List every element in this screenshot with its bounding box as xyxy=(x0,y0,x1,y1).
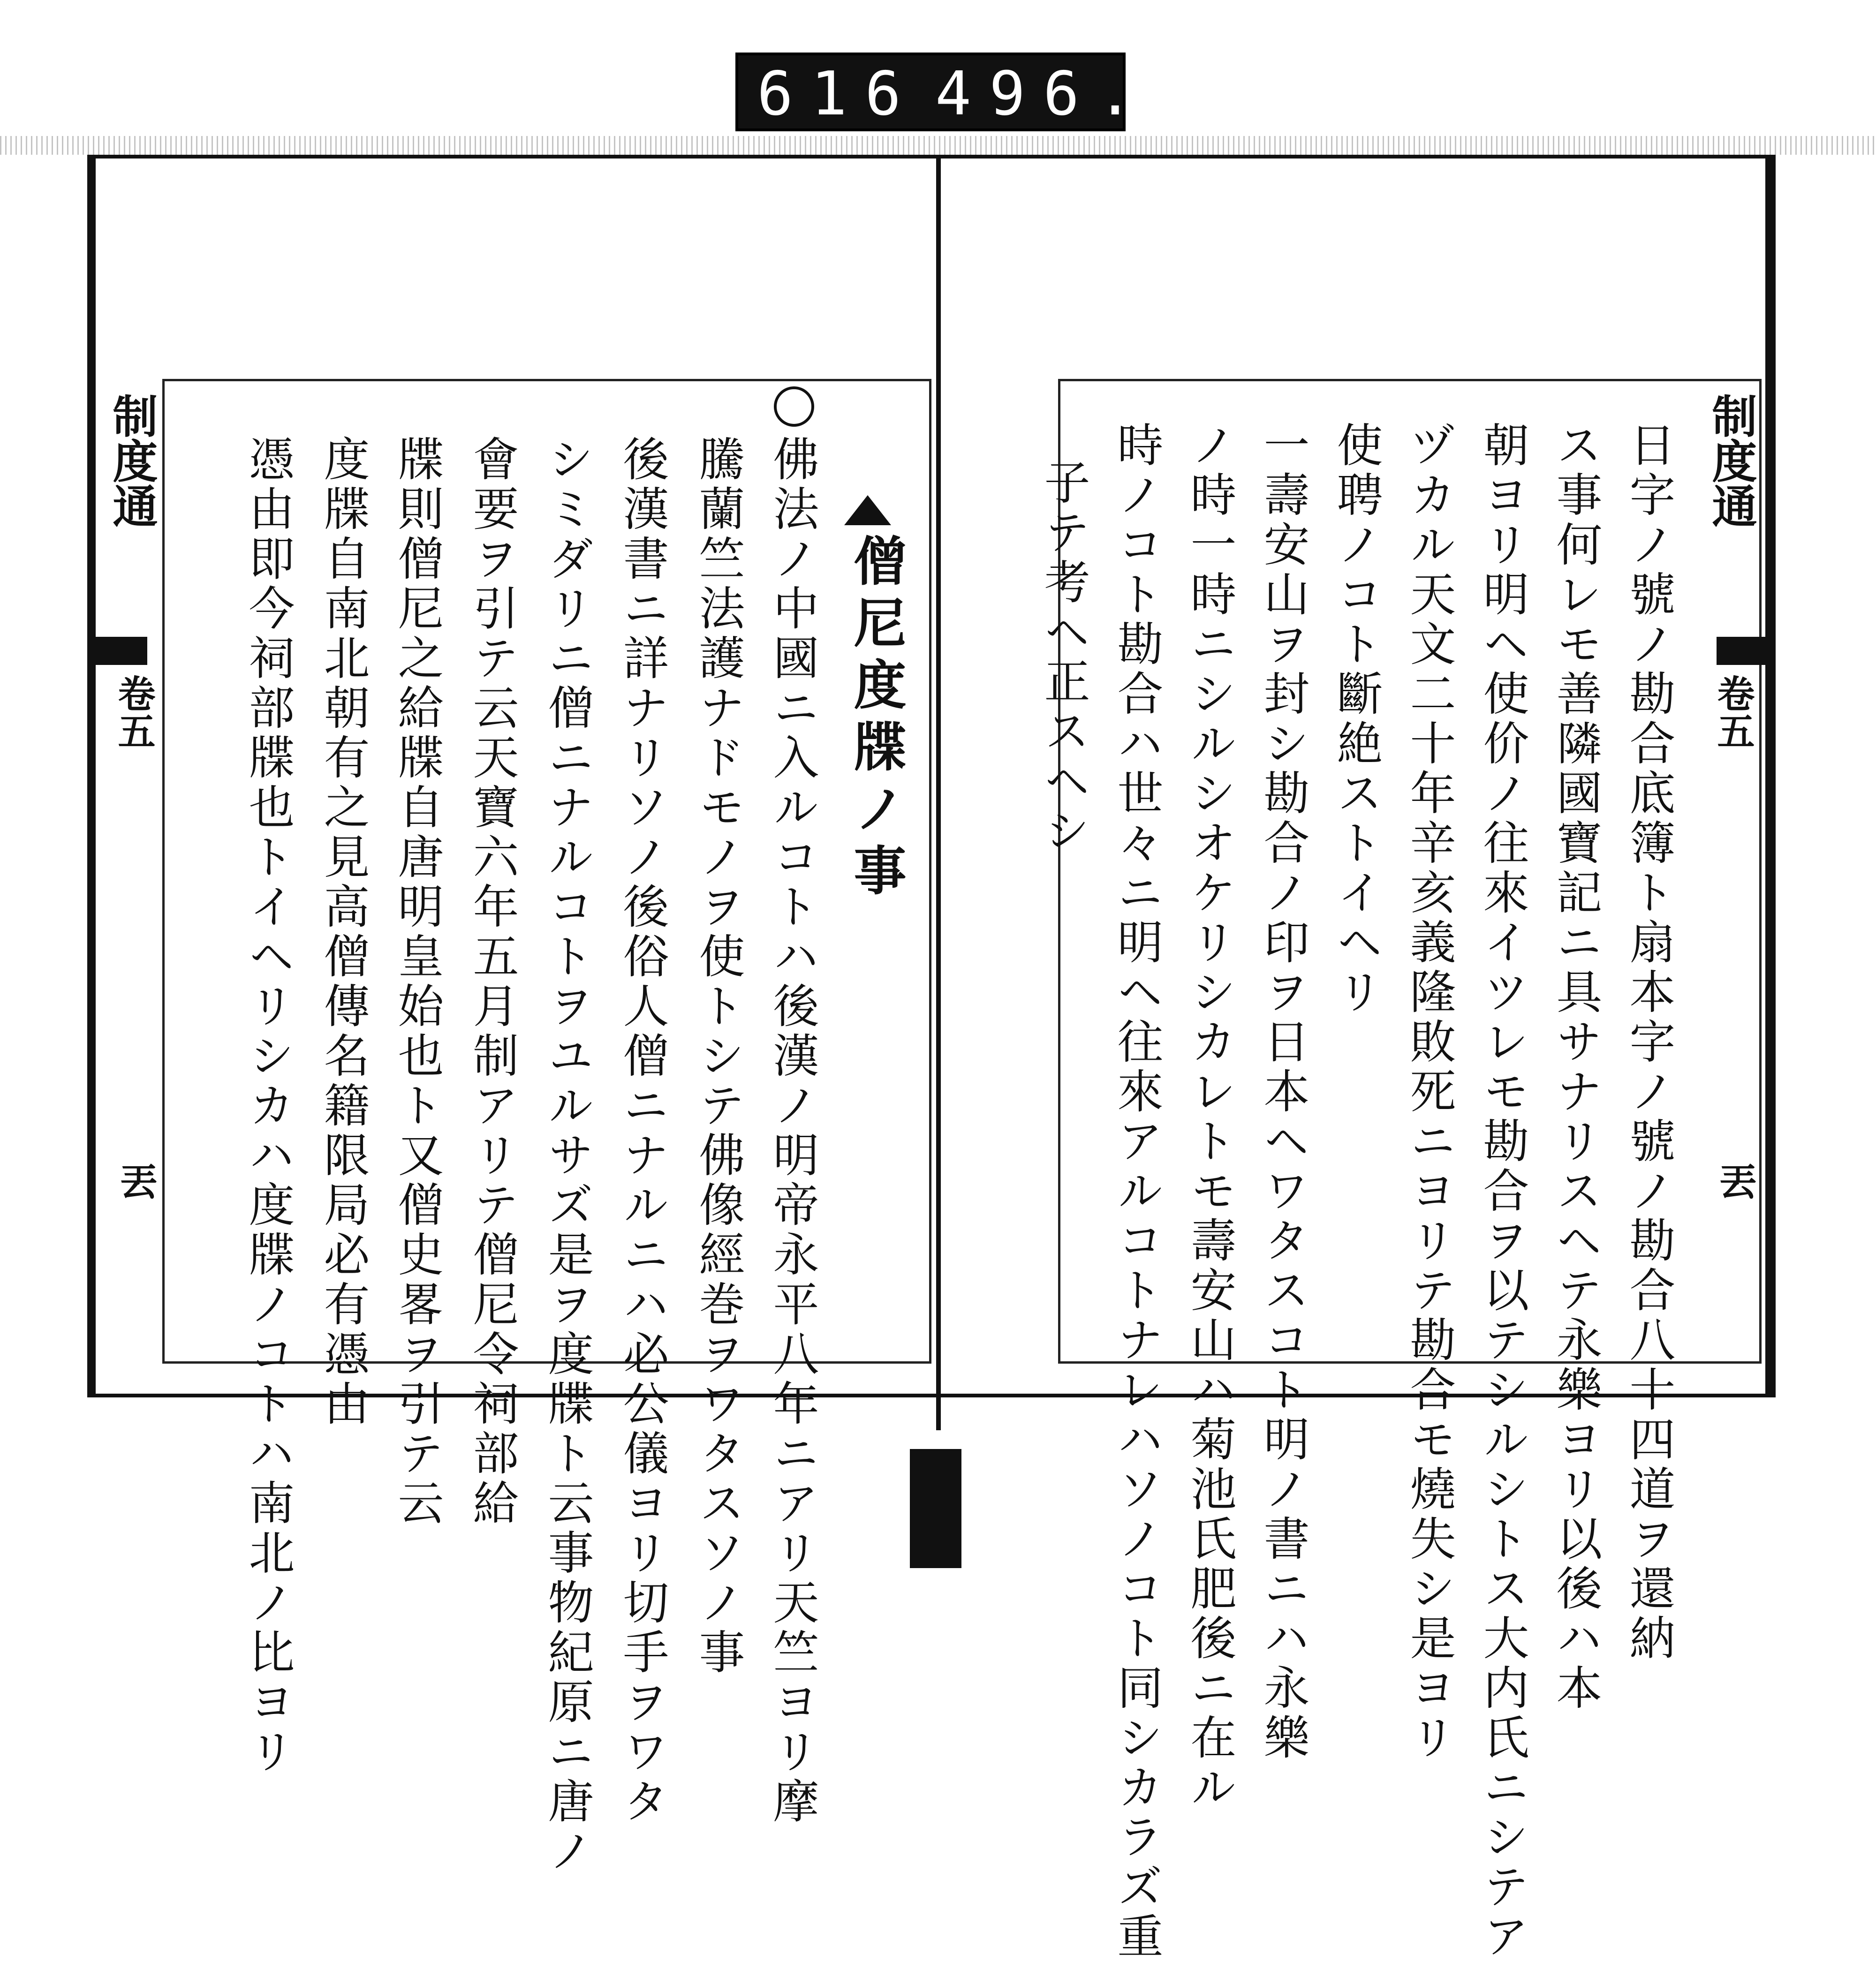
right-column-6: 一壽安山ヲ封シ勘合ノ印ヲ日本ヘワタスコト明ノ書ニハ永樂 xyxy=(1256,421,1309,1763)
left-spine-tab xyxy=(96,637,147,665)
paragraph-circle-marker xyxy=(774,386,814,427)
left-spine-folio: 丟 xyxy=(113,1162,158,1200)
right-column-1: 日字ノ號ノ勘合底簿ト扇本字ノ號ノ勘合八十四道ヲ還納 xyxy=(1622,421,1675,1664)
right-page xyxy=(938,155,1776,1962)
right-spine-title: 制度通 xyxy=(1705,393,1758,528)
left-column-3: 後漢書ニ詳ナリソノ後俗人僧ニナルニハ必公儀ヨリ切手ヲワタ xyxy=(615,435,669,1827)
right-column-8: 時ノコト勘合ハ世々ニ明ヘ往來アルコトナレハソノコト同シカラズ重 xyxy=(1110,421,1163,1962)
left-column-5: 會要ヲ引テ云天寶六年五月制アリテ僧尼令祠部給 xyxy=(465,435,519,1529)
heading-triangle-marker xyxy=(844,495,891,525)
left-spine-title: 制度通 xyxy=(106,393,159,528)
right-spine-folio: 丟 xyxy=(1713,1162,1757,1200)
right-spine-volume: 卷五 xyxy=(1711,674,1755,749)
right-spine-tab xyxy=(1717,637,1765,665)
left-column-4: シミダリニ僧ニナルコトヲユルサズ是ヲ度牒ト云事物紀原ニ唐ノ xyxy=(540,435,594,1877)
left-column-6: 牒則僧尼之給牒自唐明皇始也ト又僧史畧ヲ引テ云 xyxy=(390,435,444,1529)
scan-noise-top xyxy=(0,136,1876,155)
left-page xyxy=(87,155,938,1877)
left-column-2: 騰蘭竺法護ナドモノヲ使トシテ佛像經巻ヲワタスソノ事 xyxy=(691,435,745,1678)
left-column-8: 憑由即今祠部牒也トイヘリシカハ度牒ノコトハ南北ノ比ヨリ xyxy=(241,435,295,1777)
right-column-2: ス事何レモ善隣國寶記ニ具サナリスヘテ永樂ヨリ以後ハ本 xyxy=(1549,421,1602,1713)
left-column-1: 佛法ノ中國ニ入ルコトハ後漢ノ明帝永平八年ニアリ天竺ヨリ摩 xyxy=(765,435,819,1827)
right-column-7: ノ時一時ニシルシオケリシカレトモ壽安山ハ菊池氏肥後ニ在ル xyxy=(1183,421,1236,1813)
archive-number-left: 616 xyxy=(757,59,919,129)
archive-number-right: 496. xyxy=(935,59,1151,129)
left-column-7: 度牒自南北朝有之見高僧傳名籍限局必有憑由 xyxy=(316,435,370,1429)
right-column-5: 使聘ノコト斷絶ストイヘリ xyxy=(1329,421,1383,1018)
book-gutter xyxy=(936,155,941,1430)
right-column-4: ヅカル天文二十年辛亥義隆敗死ニヨリテ勘合モ燒失シ是ヨリ xyxy=(1402,421,1456,1763)
archive-number-label xyxy=(735,53,1151,131)
left-spine-volume: 卷五 xyxy=(112,674,156,749)
section-heading: 僧尼度牒ノ事 xyxy=(845,534,907,905)
right-column-9: 子テ考ヘ正スヘシ xyxy=(1036,459,1090,856)
gutter-binding-tab xyxy=(910,1449,961,1568)
open-book xyxy=(87,155,1776,1962)
right-column-3: 朝ヨリ明ヘ使价ノ往來イツレモ勘合ヲ以テシルシトス大内氏ニシテア xyxy=(1475,421,1529,1962)
